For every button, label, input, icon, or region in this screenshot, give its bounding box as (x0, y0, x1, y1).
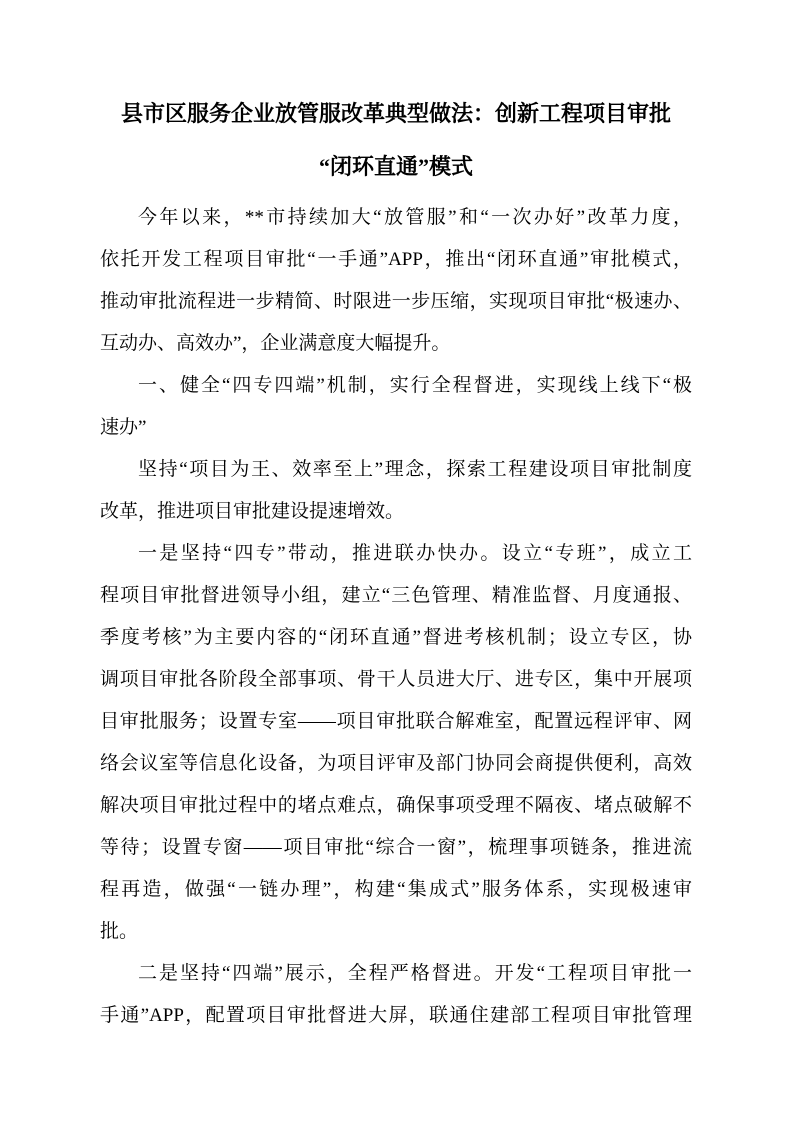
text-line: 互动办、高效办”，企业满意度大幅提升。 (100, 333, 451, 354)
paragraph (100, 365, 692, 449)
text-line: 改革，推进项目审批建设提速增效。 (100, 501, 405, 522)
text-line: 解决项目审批过程中的堵点难点，确保事项受理不隔夜、堵点破解不 (100, 795, 692, 816)
text-line: 依托开发工程项目审批“一手通”APP，推出“闭环直通”审批模式， (100, 249, 692, 270)
text-line: 手通”APP，配置项目审批督进大屏，联通住建部工程项目审批管理 (100, 1005, 692, 1026)
paragraph (100, 953, 692, 1037)
paragraph (100, 197, 692, 365)
text-line: 季度考核”为主要内容的“闭环直通”督进考核机制；设立专区，协 (100, 627, 692, 648)
paragraph (100, 449, 692, 533)
paragraph (100, 533, 692, 953)
document-body (100, 197, 692, 1037)
text-line: 坚持“项目为王、效率至上”理念，探索工程建设项目审批制度 (138, 459, 692, 480)
title-line-2: “闭环直通”模式 (318, 154, 473, 179)
text-line: 一是坚持“四专”带动，推进联办快办。设立“专班”，成立工 (138, 543, 692, 564)
text-line: 调项目审批各阶段全部事项、骨干人员进大厅、进专区，集中开展项 (100, 669, 692, 690)
text-line: 速办” (100, 417, 147, 438)
document-title (100, 87, 692, 193)
text-line: 一、健全“四专四端”机制，实行全程督进，实现线上线下“极 (138, 375, 692, 396)
text-line: 络会议室等信息化设备，为项目评审及部门协同会商提供便利，高效 (100, 753, 692, 774)
text-line: 批。 (100, 921, 139, 942)
title-line-1: 县市区服务企业放管服改革典型做法：创新工程项目审批 (120, 101, 671, 126)
text-line: 程项目审批督进领导小组，建立“三色管理、精准监督、月度通报、 (100, 585, 692, 606)
text-line: 推动审批流程进一步精简、时限进一步压缩，实现项目审批“极速办、 (100, 291, 692, 312)
text-line: 程再造，做强“一链办理”，构建“集成式”服务体系，实现极速审 (100, 879, 692, 900)
text-line: 等待；设置专窗——项目审批“综合一窗”，梳理事项链条，推进流 (100, 837, 692, 858)
text-line: 二是坚持“四端”展示，全程严格督进。开发“工程项目审批一 (138, 963, 692, 984)
text-line: 目审批服务；设置专室——项目审批联合解难室，配置远程评审、网 (100, 711, 692, 732)
document-content (100, 87, 692, 1037)
text-line: 今年以来，**市持续加大“放管服”和“一次办好”改革力度， (138, 207, 692, 228)
